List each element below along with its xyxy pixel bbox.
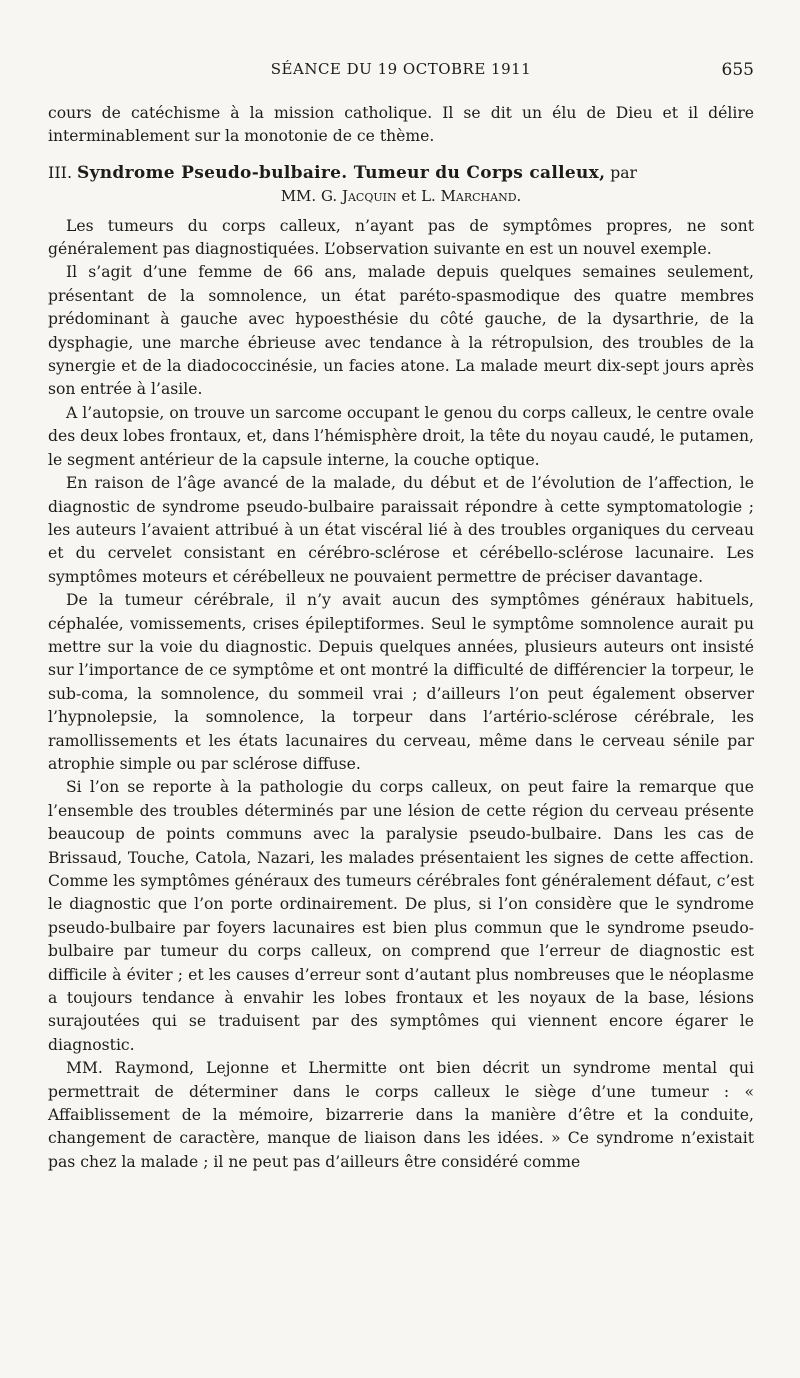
author-marchand: L. Marchand. [421, 187, 522, 206]
paragraph-mental-syndrome: MM. Raymond, Lejonne et Lhermitte ont bien décrit un syndrome mental qui permettrait de déterminer dans le corps calleux le siège d’une tumeur : « Affaiblissement de la mémoire, bizarrerie dans la manière d’être et la conduite, changement de caractère, manque de liaison dans les idées. » Ce syndrome n’existait pas chez la malade ; il ne peut pas d’ailleurs être considéré comme [48, 1059, 754, 1171]
paragraph-case: Il s’agit d’une femme de 66 ans, malade depuis quelques semaines seulement, présentant de la somnolence, un état paréto-spasmodique des quatre membres prédominant à gauche avec hypoesthésie du côté gauche, de la dysarthrie, de la dysphagie, une marche ébrieuse avec tendance à la rétropulsion, des troubles de la synergie et de la diadococcinésie, un facies atone. La malade meurt dix-sept jours après son entrée à l’asile. [48, 263, 754, 399]
authors-prefix: MM. [280, 187, 317, 206]
paragraph-diagnosis: En raison de l’âge avancé de la malade, du début et de l’évolution de l’affection, le diagnostic de syndrome pseudo-bulbaire paraissait répondre à cette symptomatologie ; les auteurs l’avaient attribué à un état viscéral lié à des troubles organiques du cerveau et du cervelet consistant en cérébro-sclérose et cérébello-sclérose lacunaire. Les symptômes moteurs et cérébelleux ne pouvaient permettre de préciser davantage. [48, 474, 754, 586]
page-body [48, 102, 754, 1174]
section-authors [48, 185, 754, 208]
section-number: III. [48, 162, 73, 182]
author-jacquin: G. Jacquin [320, 187, 397, 206]
paragraph-continued: cours de catéchisme à la mission catholique. Il se dit un élu de Dieu et il délire interminablement sur la monotonie de ce thème. [48, 104, 754, 146]
paragraph-autopsy: A l’autopsie, on trouve un sarcome occupant le genou du corps calleux, le centre ovale des deux lobes frontaux, et, dans l’hémisphère droit, la tête du noyau caudé, le putamen, le segment antérieur de la capsule interne, la couche optique. [48, 403, 754, 469]
paragraph-intro: Les tumeurs du corps calleux, n’ayant pas de symptômes propres, ne sont généralement pas diagnostiquées. L’observation suivante en est un nouvel exemple. [48, 216, 754, 259]
section-title: Syndrome Pseudo-bulbaire. Tumeur du Corps calleux, [77, 162, 606, 183]
page-header [48, 60, 754, 88]
running-title: SÉANCE DU 19 OCTOBRE 1911 [270, 60, 532, 78]
section-heading [48, 161, 754, 185]
section-par: par [610, 163, 637, 182]
paragraph-pathology: Si l’on se reporte à la pathologie du corps calleux, on peut faire la remarque que l’ensemble des troubles déterminés par une lésion de cette région du cerveau présente beaucoup de points communs avec la paralysie pseudo-bulbaire. Dans les cas de Brissaud, Touche, Catola, Nazari, les malades présentaient les signes de cette affection. Comme les symptômes généraux des tumeurs cérébrales font généralement défaut, c’est le diagnostic que l’on porte ordinairement. De plus, si l’on considère que le syndrome pseudo-bulbaire par foyers lacunaires est bien plus commun que le syndrome pseudo-bulbaire par tumeur du corps calleux, on comprend que l’erreur de diagnostic est difficile à éviter ; et les causes d’erreur sont d’autant plus nombreuses que le néoplasme a toujours tendance à envahir les lobes frontaux et les noyaux de la base, lésions surajoutées qui se traduisent par des symptômes qui viennent encore égarer le diagnostic. [48, 778, 754, 1054]
page-number: 655 [721, 60, 754, 80]
paragraph-symptoms: De la tumeur cérébrale, il n’y avait aucun des symptômes généraux habituels, céphalée, vomissements, crises épileptiformes. Seul le symptôme somnolence aurait pu mettre sur la voie du diagnostic. Depuis quelques années, plusieurs auteurs ont insisté sur l’importance de ce symptôme et ont montré la difficulté de différencier la torpeur, le sub-coma, la somnolence, du sommeil vrai ; d’ailleurs l’on peut également observer l’hypnolepsie, la somnolence, la torpeur dans l’artério-sclérose cérébrale, les ramollissements et les états lacunaires du cerveau, même dans le cerveau sénile par atrophie simple ou par sclérose diffuse. [48, 591, 754, 773]
authors-connector: et [401, 187, 417, 206]
